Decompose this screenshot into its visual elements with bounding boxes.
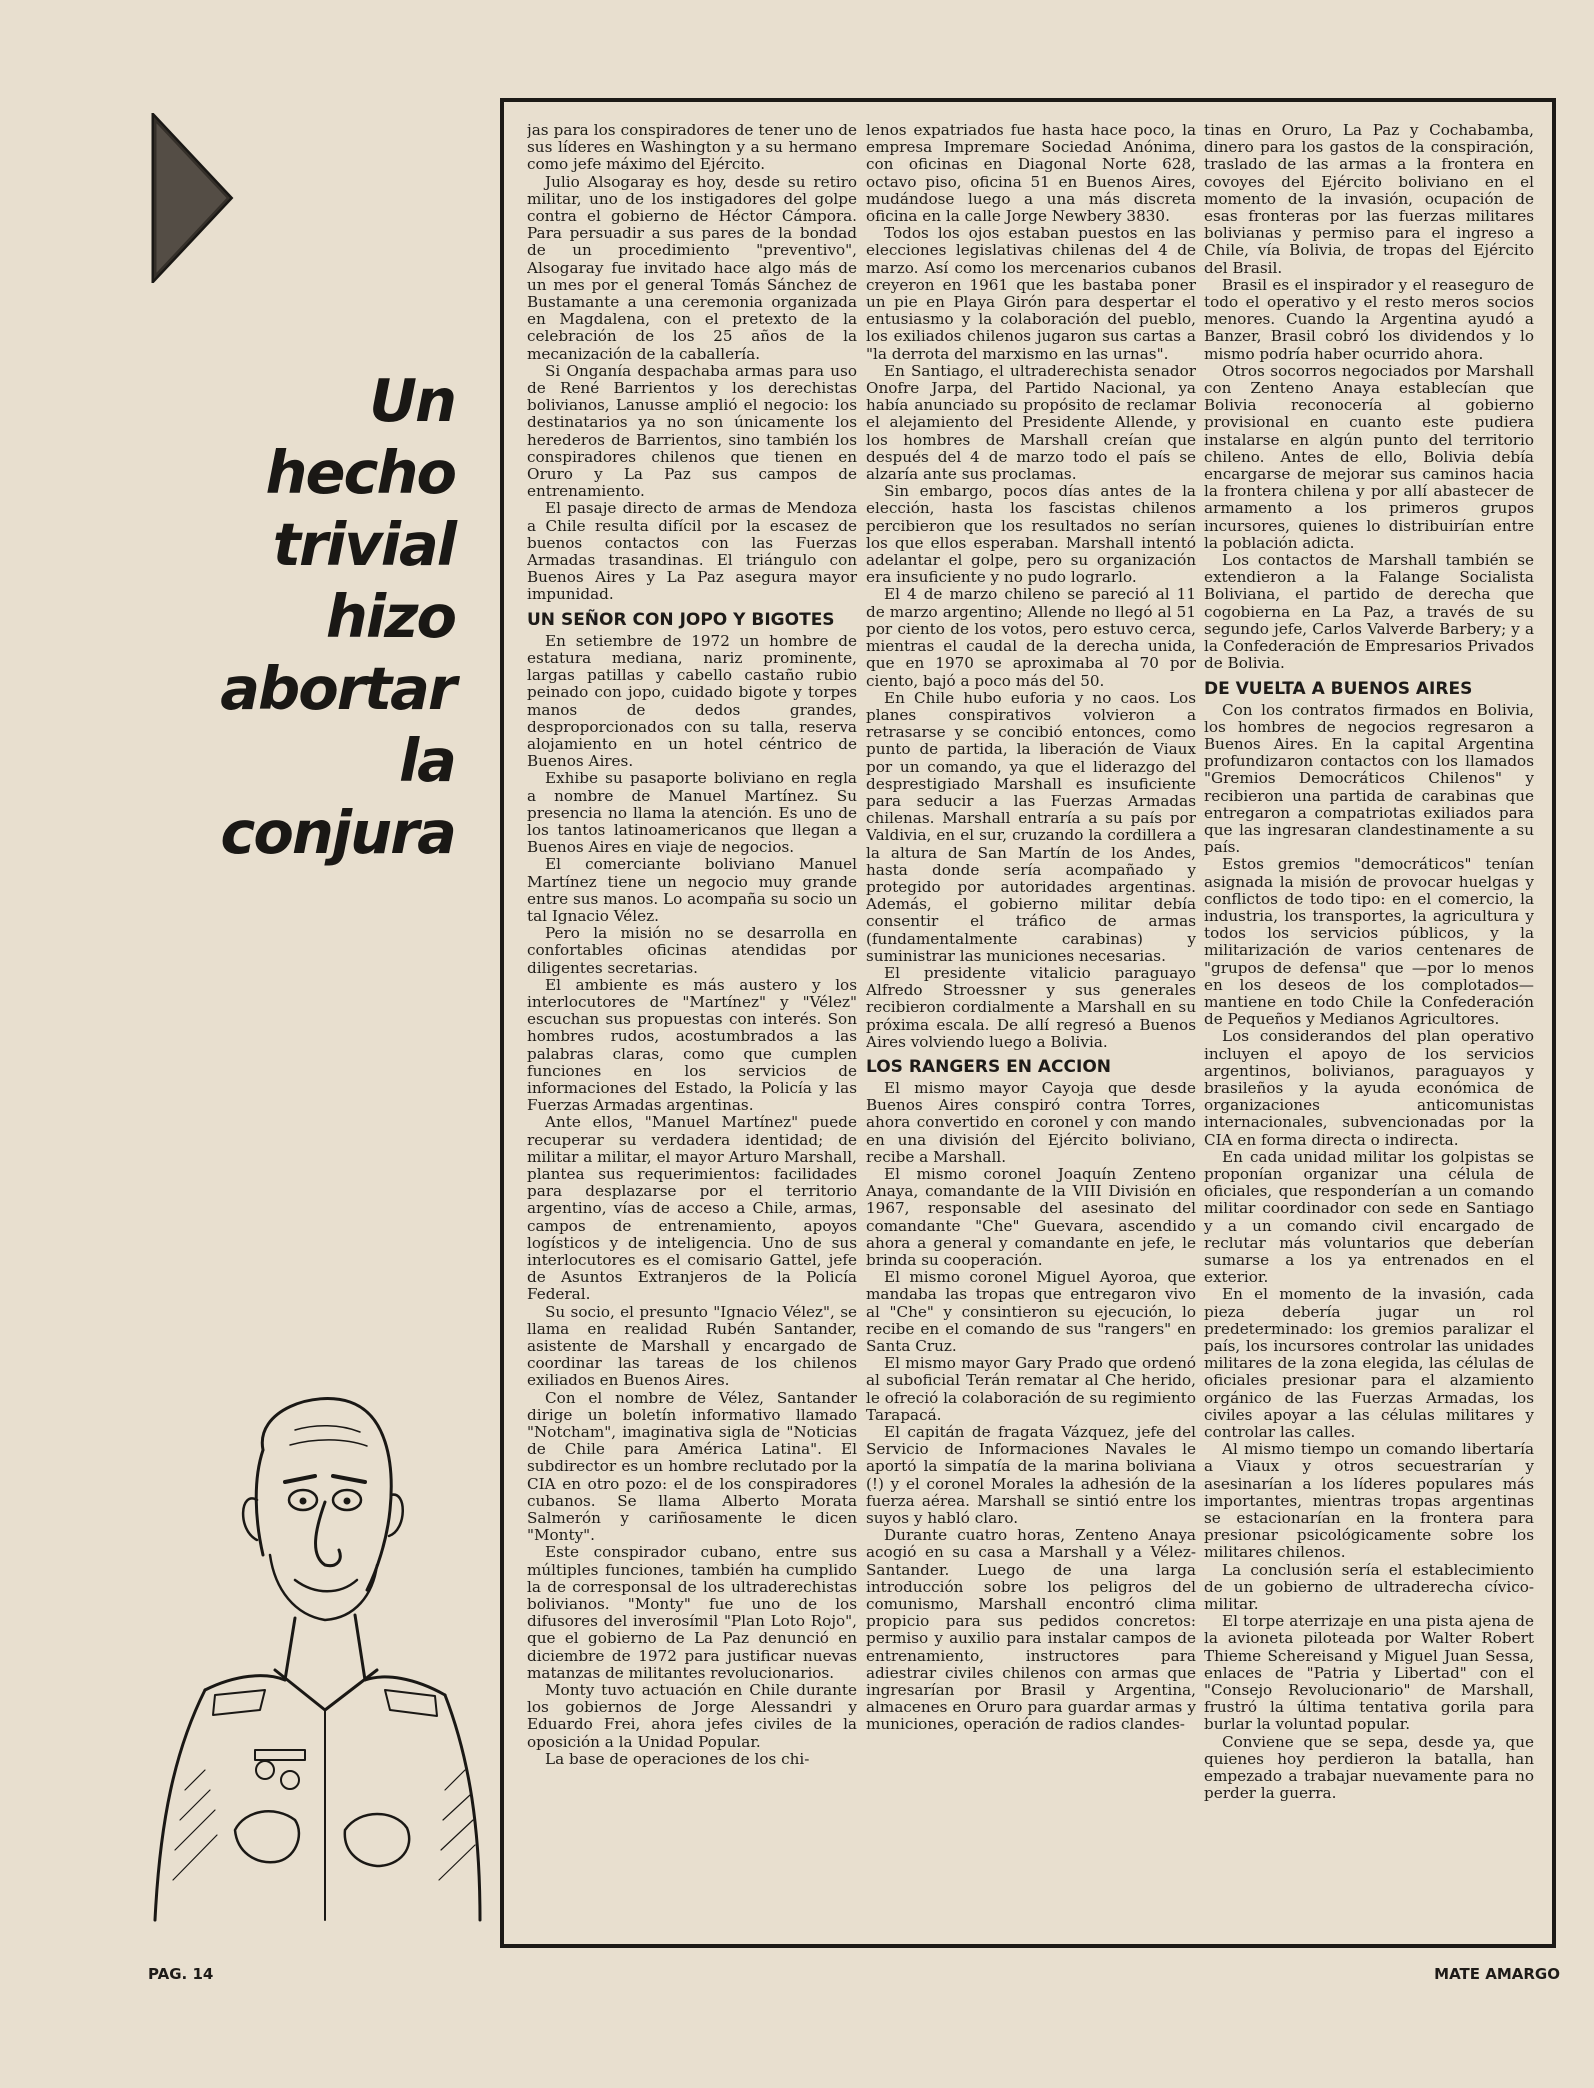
article-paragraph: Con los contratos firmados en Bolivia, los hombres de negocios regresaron a Buenos Aires. En la capital Argentina profundizaron contactos con los llamados "Gremios Democráticos Chilenos" y recibieron una partida de carabinas que entregaron a compatriotas exiliados para que las ingresaran clandestinamente a su país. <box>1204 700 1534 857</box>
article-paragraph: Su socio, el presunto "Ignacio Vélez", se llama en realidad Rubén Santander, asistente de Marshall y encargado de coordinar las tareas de los chilenos exiliados en Buenos Aires. <box>527 1302 857 1390</box>
article-paragraph: Durante cuatro horas, Zenteno Anaya acogió en su casa a Marshall y a Vélez-Santander. Luego de una larga introducción sobre los peligros del comunismo, Marshall encontró clima propicio para sus pedidos concretos: permiso y auxilio para instalar campos de entrenamiento, instructores para adiestrar civiles chilenos con armas que ingresarían por Brasil y Argentina, almacenes en Oruro para guardar armas y municiones, operación de radios clandes- <box>866 1526 1196 1734</box>
headline-word: hecho <box>265 438 455 507</box>
arrow-decoration <box>150 113 234 283</box>
article-paragraph: Ante ellos, "Manuel Martínez" puede recuperar su verdadera identidad; de militar a militar, el mayor Arturo Marshall, plantea sus requerimientos: facilidades para desplazarse por el territorio argentino, vías de acceso a Chile, armas, campos de entrenamiento, apoyos logísticos y de inteligencia. Uno de sus interlocutores es el comisario Gattel, jefe de Asuntos Extranjeros de la Policía Federal. <box>527 1113 857 1304</box>
article-paragraph: En el momento de la invasión, cada pieza debería jugar un rol predeterminado: los gremios paralizar el país, los incursores controlar las unidades militares de la zona elegida, las células de oficiales presionar para el alzamiento orgánico de las Fuerzas Armadas, los civiles apoyar a las células militares y controlar las calles. <box>1204 1285 1534 1442</box>
article-paragraph: Conviene que se sepa, desde ya, que quienes hoy perdieron la batalla, han empezado a trabajar nuevamente para no perder la guerra. <box>1204 1732 1534 1803</box>
article-column-3 <box>1204 122 1534 1930</box>
article-paragraph: Este conspirador cubano, entre sus múltiples funciones, también ha cumplido la de corresponsal de los ultraderechistas bolivianos. "Monty" fue uno de los difusores del inverosímil "Plan Loto Rojo", que el gobierno de La Paz denunció en diciembre de 1972 para justificar nuevas matanzas de militantes revolucionarios. <box>527 1543 857 1682</box>
article-paragraph: Pero la misión no se desarrolla en confortables oficinas atendidas por diligentes secretarias. <box>527 924 857 977</box>
article-paragraph: Brasil es el inspirador y el reaseguro de todo el operativo y el resto meros socios menores. Cuando la Argentina ayudó a Banzer, Brasil cobró los dividendos y lo mismo podría haber ocurrido ahora. <box>1204 275 1534 363</box>
article-column-1 <box>527 122 857 1930</box>
article-paragraph: Julio Alsogaray es hoy, desde su retiro militar, uno de los instigadores del golpe contra el gobierno de Héctor Cámpora. Para persuadir a sus pares de la bondad de un procedimiento "preventivo", Alsogaray fue invitado hace algo más de un mes por el general Tomás Sánchez de Bustamante a una ceremonia organizada en Magdalena, con el pretexto de la celebración de los 25 años de la mecanización de la caballería. <box>527 172 857 363</box>
article-paragraph: En Chile hubo euforia y no caos. Los planes conspirativos volvieron a retrasarse y se concibió entonces, como punto de partida, la liberación de Viaux por un comando, ya que el liderazgo del desprestigiado Marshall es insuficiente para seducir a las Fuerzas Armadas chilenas. Marshall entraría a su país por Valdivia, en el sur, cruzando la cordillera a la altura de San Martín de los Andes, hasta donde sería acompañado y protegido por autoridades argentinas. Además, el gobierno militar debía consentir el tráfico de armas (fundamentalmente carabinas) y suministrar las municiones necesarias. <box>866 688 1196 965</box>
headline-word: abortar <box>220 654 455 723</box>
article-paragraph: Otros socorros negociados por Marshall con Zenteno Anaya establecían que Bolivia reconocería al gobierno provisional en cuanto este pudiera instalarse en algún punto del territorio chileno. Antes de ello, Bolivia debía encargarse de mejorar sus caminos hacia la frontera chilena y por allí abastecer de armamento a los primeros grupos incursores, quienes lo distribuirían entre la población adicta. <box>1204 361 1534 552</box>
article-paragraph: Al mismo tiempo un comando libertaría a Viaux y otros secuestrarían y asesinarían a los líderes populares más importantes, mientras tropas argentinas se estacionarían en la frontera para presionar psicológicamente sobre los militares chilenos. <box>1204 1440 1534 1562</box>
caricature-illustration <box>145 1390 485 1930</box>
article-paragraph: Monty tuvo actuación en Chile durante los gobiernos de Jorge Alessandri y Eduardo Frei, ahora jefes civiles de la oposición a la Unidad Popular. <box>527 1681 857 1751</box>
article-paragraph: El mismo mayor Cayoja que desde Buenos Aires conspiró contra Torres, ahora convertido en coronel y con mando en una división del Ejército boliviano, recibe a Marshall. <box>866 1078 1196 1166</box>
article-paragraph: La conclusión sería el establecimiento de un gobierno de ultraderecha cívico-militar. <box>1204 1560 1534 1614</box>
article-paragraph: El mismo mayor Gary Prado que ordenó al suboficial Terán rematar al Che herido, le ofreció la colaboración de su regimiento Tarapacá. <box>866 1354 1196 1424</box>
article-paragraph: El ambiente es más austero y los interlocutores de "Martínez" y "Vélez" escuchan sus propuestas con interés. Son hombres rudos, acostumbrados a las palabras claras, como que cumplen funciones en los servicios de informaciones del Estado, la Policía y las Fuerzas Armadas argentinas. <box>527 975 857 1115</box>
section-heading: DE VUELTA A BUENOS AIRES <box>1204 678 1473 699</box>
article-paragraph: El capitán de fragata Vázquez, jefe del Servicio de Informaciones Navales le aportó la simpatía de la marina boliviana (!) y el coronel Morales la adhesión de la fuerza aérea. Marshall se sintió entre los suyos y habló claro. <box>866 1423 1196 1528</box>
article-paragraph: tinas en Oruro, La Paz y Cochabamba, dinero para los gastos de la conspiración, traslado de las armas a la frontera en covoyes del Ejército boliviano en el momento de la invasión, ocupación de esas fronteras por las fuerzas militares bolivianas y permiso para el ingreso a Chile, vía Bolivia, de tropas del Ejército del Brasil. <box>1204 122 1534 277</box>
article-paragraph: El presidente vitalicio paraguayo Alfredo Stroessner y sus generales recibieron cordialmente a Marshall en su próxima escala. De allí regresó a Buenos Aires volviendo luego a Bolivia. <box>866 963 1196 1051</box>
headline-word: conjura <box>220 798 455 867</box>
article-paragraph: El mismo coronel Joaquín Zenteno Anaya, comandante de la VIII División en 1967, responsable del asesinato del comandante "Che" Guevara, ascendido ahora a general y comandante en jefe, le brinda su cooperación. <box>866 1164 1196 1269</box>
article-paragraph: Estos gremios "democráticos" tenían asignada la misión de provocar huelgas y conflictos de todo tipo: en el comercio, la industria, los transportes, la agricultura y todos los servicios públicos, y la militarización de varios centenares de "grupos de defensa" que —por lo menos en los deseos de los complotados— mantiene en todo Chile la Confederación de Pequeños y Medianos Agricultores. <box>1204 855 1534 1029</box>
article-paragraph: El comerciante boliviano Manuel Martínez tiene un negocio muy grande entre sus manos. Lo acompaña su socio un tal Ignacio Vélez. <box>527 855 857 925</box>
headline-word: hizo <box>325 582 455 651</box>
section-heading: LOS RANGERS EN ACCION <box>866 1056 1112 1077</box>
article-paragraph: El 4 de marzo chileno se pareció al 11 de marzo argentino; Allende no llegó al 51 por ciento de los votos, pero estuvo cerca, mientras el caudal de la derecha unida, que en 1970 se aproximaba al 70 por ciento, bajó a poco más del 50. <box>866 585 1196 690</box>
section-heading: UN SEÑOR CON JOPO Y BIGOTES <box>527 609 835 630</box>
article-paragraph: Los contactos de Marshall también se extendieron a la Falange Socialista Boliviana, el partido de derecha que cogobierna en La Paz, a través de su segundo jefe, Carlos Valverde Barbery; y a la Confederación de Empresarios Privados de Bolivia. <box>1204 551 1534 673</box>
page-number: PAG. 14 <box>148 1965 214 1983</box>
article-paragraph: En cada unidad militar los golpistas se proponían organizar una célula de oficiales, que responderían a un comando militar coordinador con sede en Santiago y a un comando civil encargado de reclutar más voluntarios que deberían sumarse a los ya entrenados en el exterior. <box>1204 1147 1534 1287</box>
headline-word: Un <box>369 366 455 435</box>
headline-word: trivial <box>272 510 455 579</box>
article-paragraph: lenos expatriados fue hasta hace poco, la empresa Impremare Sociedad Anónima, con oficinas en Diagonal Norte 628, octavo piso, oficina 51 en Buenos Aires, mudándose luego a una más discreta oficina en la calle Jorge Newbery 3830. <box>866 122 1196 226</box>
article-column-2 <box>866 122 1196 1930</box>
article-paragraph: Todos los ojos estaban puestos en las elecciones legislativas chilenas del 4 de marzo. Así como los mercenarios cubanos creyeron en 1961 que les bastaba poner un pie en Playa Girón para despertar el entusiasmo y la colaboración del pueblo, los exiliados chilenos jugaron sus cartas a "la derrota del marxismo en las urnas". <box>866 224 1196 363</box>
article-paragraph: La base de operaciones de los chi- <box>545 1749 810 1768</box>
article-paragraph: Sin embargo, pocos días antes de la elección, hasta los fascistas chilenos percibieron que los resultados no serían los que ellos esperaban. Marshall intentó adelantar el golpe, pero su organización era insuficiente y no pudo lograrlo. <box>866 482 1196 587</box>
article-paragraph: El mismo coronel Miguel Ayoroa, que mandaba las tropas que entregaron vivo al "Che" y consintieron su ejecución, lo recibe en el comando de sus "rangers" en Santa Cruz. <box>866 1268 1196 1356</box>
article-paragraph: Los considerandos del plan operativo incluyen el apoyo de los servicios argentinos, bolivianos, paraguayos y brasileños y la ayuda económica de organizaciones anticomunistas internacionales, subvencionadas por la CIA en forma directa o indirecta. <box>1204 1027 1534 1149</box>
article-paragraph: Exhibe su pasaporte boliviano en regla a nombre de Manuel Martínez. Su presencia no llama la atención. Es uno de los tantos latinoamericanos que llegan a Buenos Aires en viaje de negocios. <box>527 769 857 857</box>
publication-name: MATE AMARGO <box>1434 1965 1560 1983</box>
article-paragraph: En setiembre de 1972 un hombre de estatura mediana, nariz prominente, largas patillas y cabello castaño rubio peinado con jopo, cuidado bigote y torpes manos de dedos grandes, desproporcionados con su talla, reserva alojamiento en un hotel céntrico de Buenos Aires. <box>527 631 857 771</box>
headline-word: la <box>398 726 455 795</box>
article-paragraph: El pasaje directo de armas de Mendoza a Chile resulta difícil por la escasez de buenos contactos con las Fuerzas Armadas trasandinas. El triángulo con Buenos Aires y La Paz asegura mayor impunidad. <box>527 499 857 604</box>
article-paragraph: En Santiago, el ultraderechista senador Onofre Jarpa, del Partido Nacional, ya había anunciado su propósito de reclamar el alejamiento del Presidente Allende, y los hombres de Marshall creían que después del 4 de marzo todo el país se alzaría ante sus proclamas. <box>866 361 1196 484</box>
article-paragraph: Con el nombre de Vélez, Santander dirige un boletín informativo llamado "Notcham", imaginativa sigla de "Noticias de Chile para América Latina". El subdirector es un hombre reclutado por la CIA en otro pozo: el de los conspiradores cubanos. Se llama Alberto Morata Salmerón y cariñosamente le dicen "Monty". <box>527 1388 857 1545</box>
headline <box>200 365 455 869</box>
article-paragraph: jas para los conspiradores de tener uno de sus líderes en Washington y a su hermano como jefe máximo del Ejército. <box>527 122 857 174</box>
article-paragraph: El torpe aterrizaje en una pista ajena de la avioneta piloteada por Walter Robert Thieme Schereisand y Miguel Juan Sessa, enlaces de "Patria y Libertad" con el "Consejo Revolucionario" de Marshall, frustró la última tentativa gorila para burlar la voluntad popular. <box>1204 1612 1534 1734</box>
article-paragraph: Si Onganía despachaba armas para uso de René Barrientos y los derechistas bolivianos, Lanusse amplió el negocio: los destinatarios ya no son únicamente los herederos de Barrientos, sino también los conspiradores chilenos que tienen en Oruro y La Paz sus campos de entrenamiento. <box>527 361 857 501</box>
